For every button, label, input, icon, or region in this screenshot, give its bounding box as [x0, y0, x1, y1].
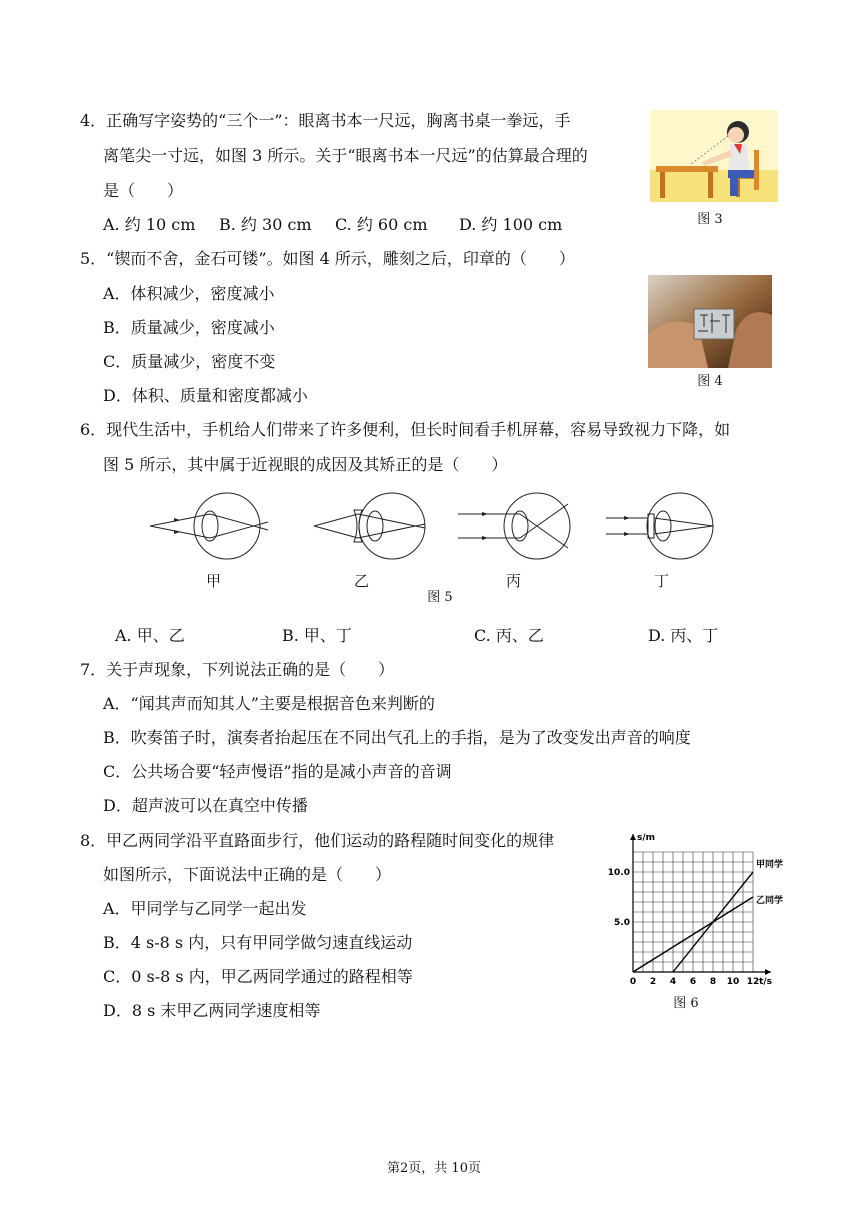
q8-option-d: D．8 s 末甲乙两同学速度相等 — [103, 1001, 321, 1020]
q4-option-a: A. 约 10 cm — [103, 215, 196, 234]
x-tick-label: 12 — [746, 977, 760, 987]
figure-4-caption: 图 4 — [697, 374, 723, 389]
x-tick-label: 6 — [689, 977, 697, 987]
x-axis-arrow — [765, 969, 771, 975]
figure-5-caption: 图 5 — [427, 590, 453, 605]
q4-stem-line1: 4．正确写字姿势的“三个一”：眼离书本一尺远，胸离书桌一拳远，手 — [80, 111, 571, 130]
q6-option-c: C. 丙、乙 — [474, 626, 544, 645]
q6-option-b: B. 甲、丁 — [282, 626, 352, 645]
q5-stem: 5．“锲而不舍，金石可镂”。如图 4 所示，雕刻之后，印章的（ ） — [80, 249, 575, 268]
page-footer: 第2页，共 10页 — [387, 1161, 481, 1176]
q6-option-a: A. 甲、乙 — [115, 626, 185, 645]
eye-label-jia: 甲 — [206, 572, 222, 590]
q4-option-c: C. 约 60 cm — [335, 215, 428, 234]
y-tick-label: 5.0 — [614, 918, 630, 929]
q5-option-a: A．体积减少，密度减小 — [103, 284, 275, 303]
q7-option-b: B．吹奏笛子时，演奏者抬起压在不同出气孔上的手指，是为了改变发出声音的响度 — [103, 728, 691, 747]
y-axis-arrow — [630, 834, 636, 840]
figure-4-seal-carving-image — [648, 275, 772, 368]
x-axis-label: t/s — [759, 977, 772, 987]
x-tick-label: 8 — [709, 977, 717, 987]
q8-option-b: B．4 s-8 s 内，只有甲同学做匀速直线运动 — [103, 933, 413, 952]
series-label: 乙同学 — [756, 896, 784, 907]
x-tick-label: 0 — [629, 977, 637, 987]
q8-stem-line2: 如图所示，下面说法中正确的是（ ） — [103, 865, 392, 884]
eye-label-bing: 丙 — [506, 572, 522, 590]
eye-diagram-bing — [458, 493, 570, 559]
q7-stem: 7．关于声现象，下列说法正确的是（ ） — [80, 660, 395, 679]
eye-diagram-ding — [606, 493, 713, 559]
q6-stem-line1: 6．现代生活中，手机给人们带来了许多便利，但长时间看手机屏幕，容易导致视力下降，如 — [80, 420, 731, 439]
figure-3-writing-girl-image — [650, 110, 778, 202]
q4-stem-line3: 是（ ） — [103, 181, 184, 200]
q4-stem-line2: 离笔尖一寸远，如图 3 所示。关于“眼离书本一尺远”的估算最合理的 — [103, 146, 588, 165]
q4-option-b: B. 约 30 cm — [219, 215, 312, 234]
series-label: 甲同学 — [756, 860, 784, 871]
q5-option-c: C．质量减少，密度不变 — [103, 352, 276, 371]
eye-label-yi: 乙 — [354, 572, 370, 590]
q8-option-a: A．甲同学与乙同学一起出发 — [103, 899, 307, 918]
q6-stem-line2: 图 5 所示，其中属于近视眼的成因及其矫正的是（ ） — [103, 455, 508, 474]
q7-option-d: D．超声波可以在真空中传播 — [103, 796, 308, 815]
y-axis-label: s/m — [637, 833, 656, 843]
q8-option-c: C．0 s-8 s 内，甲乙两同学通过的路程相等 — [103, 967, 413, 986]
eye-diagram-yi — [314, 493, 425, 559]
x-tick-label: 10 — [726, 977, 740, 987]
q6-option-d: D. 丙、丁 — [648, 626, 719, 645]
q7-option-a: A．“闻其声而知其人”主要是根据音色来判断的 — [103, 694, 435, 713]
figure-3-caption: 图 3 — [697, 212, 723, 227]
figure-6-caption: 图 6 — [673, 996, 699, 1011]
q4-option-d: D. 约 100 cm — [459, 215, 563, 234]
eye-label-ding: 丁 — [654, 572, 670, 590]
eye-diagram-jia — [150, 493, 268, 559]
q7-option-c: C．公共场合要“轻声慢语”指的是减小声音的音调 — [103, 762, 452, 781]
x-tick-label: 2 — [649, 977, 657, 987]
q8-stem-line1: 8．甲乙两同学沿平直路面步行，他们运动的路程随时间变化的规律 — [80, 831, 555, 850]
q5-option-b: B．质量减少，密度减小 — [103, 318, 275, 337]
y-tick-label: 10.0 — [607, 868, 630, 879]
q5-option-d: D．体积、质量和密度都减小 — [103, 386, 308, 405]
figure-5-eye-diagrams — [140, 490, 740, 590]
figure-6-st-chart — [600, 830, 800, 995]
x-tick-label: 4 — [669, 977, 677, 987]
